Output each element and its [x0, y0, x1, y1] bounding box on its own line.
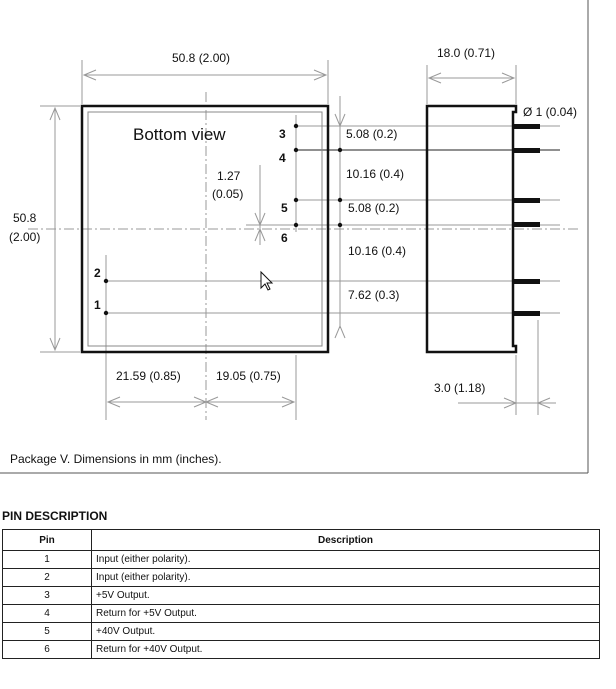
table-row — [3, 569, 600, 587]
pin-label-6: 6 — [281, 231, 288, 245]
pin-diameter: Ø 1 (0.04) — [523, 105, 578, 119]
pin-description-table — [2, 529, 600, 659]
pin-dots — [104, 124, 342, 315]
pin-cell: 6 — [3, 641, 92, 659]
pin-cell: 5 — [3, 623, 92, 641]
pin-label-1: 1 — [94, 298, 101, 312]
width-dim: 50.8 (2.00) — [172, 51, 231, 65]
description-cell: Input (either polarity). — [92, 551, 600, 569]
header-pin: Pin — [3, 530, 92, 551]
pitch-2-1: 7.62 (0.3) — [348, 288, 400, 302]
bottom-left-dim: 21.59 (0.85) — [116, 369, 181, 383]
pin-cell: 4 — [3, 605, 92, 623]
pin-length: 3.0 (1.18) — [434, 381, 486, 395]
header-description: Description — [92, 530, 600, 551]
description-cell: Input (either polarity). — [92, 569, 600, 587]
description-cell: Return for +5V Output. — [92, 605, 600, 623]
pin-label-4: 4 — [279, 151, 286, 165]
pin-label-5: 5 — [281, 201, 288, 215]
description-cell: +5V Output. — [92, 587, 600, 605]
table-header-row — [3, 530, 600, 551]
pitch-6-2: 10.16 (0.4) — [348, 244, 407, 258]
mouse-cursor-icon — [261, 272, 272, 290]
pin-label-2: 2 — [94, 266, 101, 280]
pin-cell: 1 — [3, 551, 92, 569]
description-cell: Return for +40V Output. — [92, 641, 600, 659]
table-row — [3, 641, 600, 659]
height-dim-in: (2.00) — [9, 230, 41, 244]
description-cell: +40V Output. — [92, 623, 600, 641]
height-dim-mm: 50.8 — [13, 211, 37, 225]
bottom-right-dim: 19.05 (0.75) — [216, 369, 281, 383]
pitch-3-4: 5.08 (0.2) — [346, 127, 398, 141]
pin-table-title: PIN DESCRIPTION — [2, 509, 108, 523]
pitch-4-5: 10.16 (0.4) — [346, 167, 405, 181]
table-row — [3, 605, 600, 623]
pin-label-3: 3 — [279, 127, 286, 141]
table-row — [3, 623, 600, 641]
pin-cell: 3 — [3, 587, 92, 605]
offset-in: (0.05) — [212, 187, 244, 201]
pin-cell: 2 — [3, 569, 92, 587]
figure-caption: Package V. Dimensions in mm (inches). — [10, 452, 222, 466]
depth-dim: 18.0 (0.71) — [437, 46, 496, 60]
pitch-5-6: 5.08 (0.2) — [348, 201, 400, 215]
pins-side — [514, 124, 540, 316]
bottom-view-label: Bottom view — [133, 125, 226, 144]
offset-mm: 1.27 — [217, 169, 241, 183]
table-row — [3, 587, 600, 605]
table-row — [3, 551, 600, 569]
